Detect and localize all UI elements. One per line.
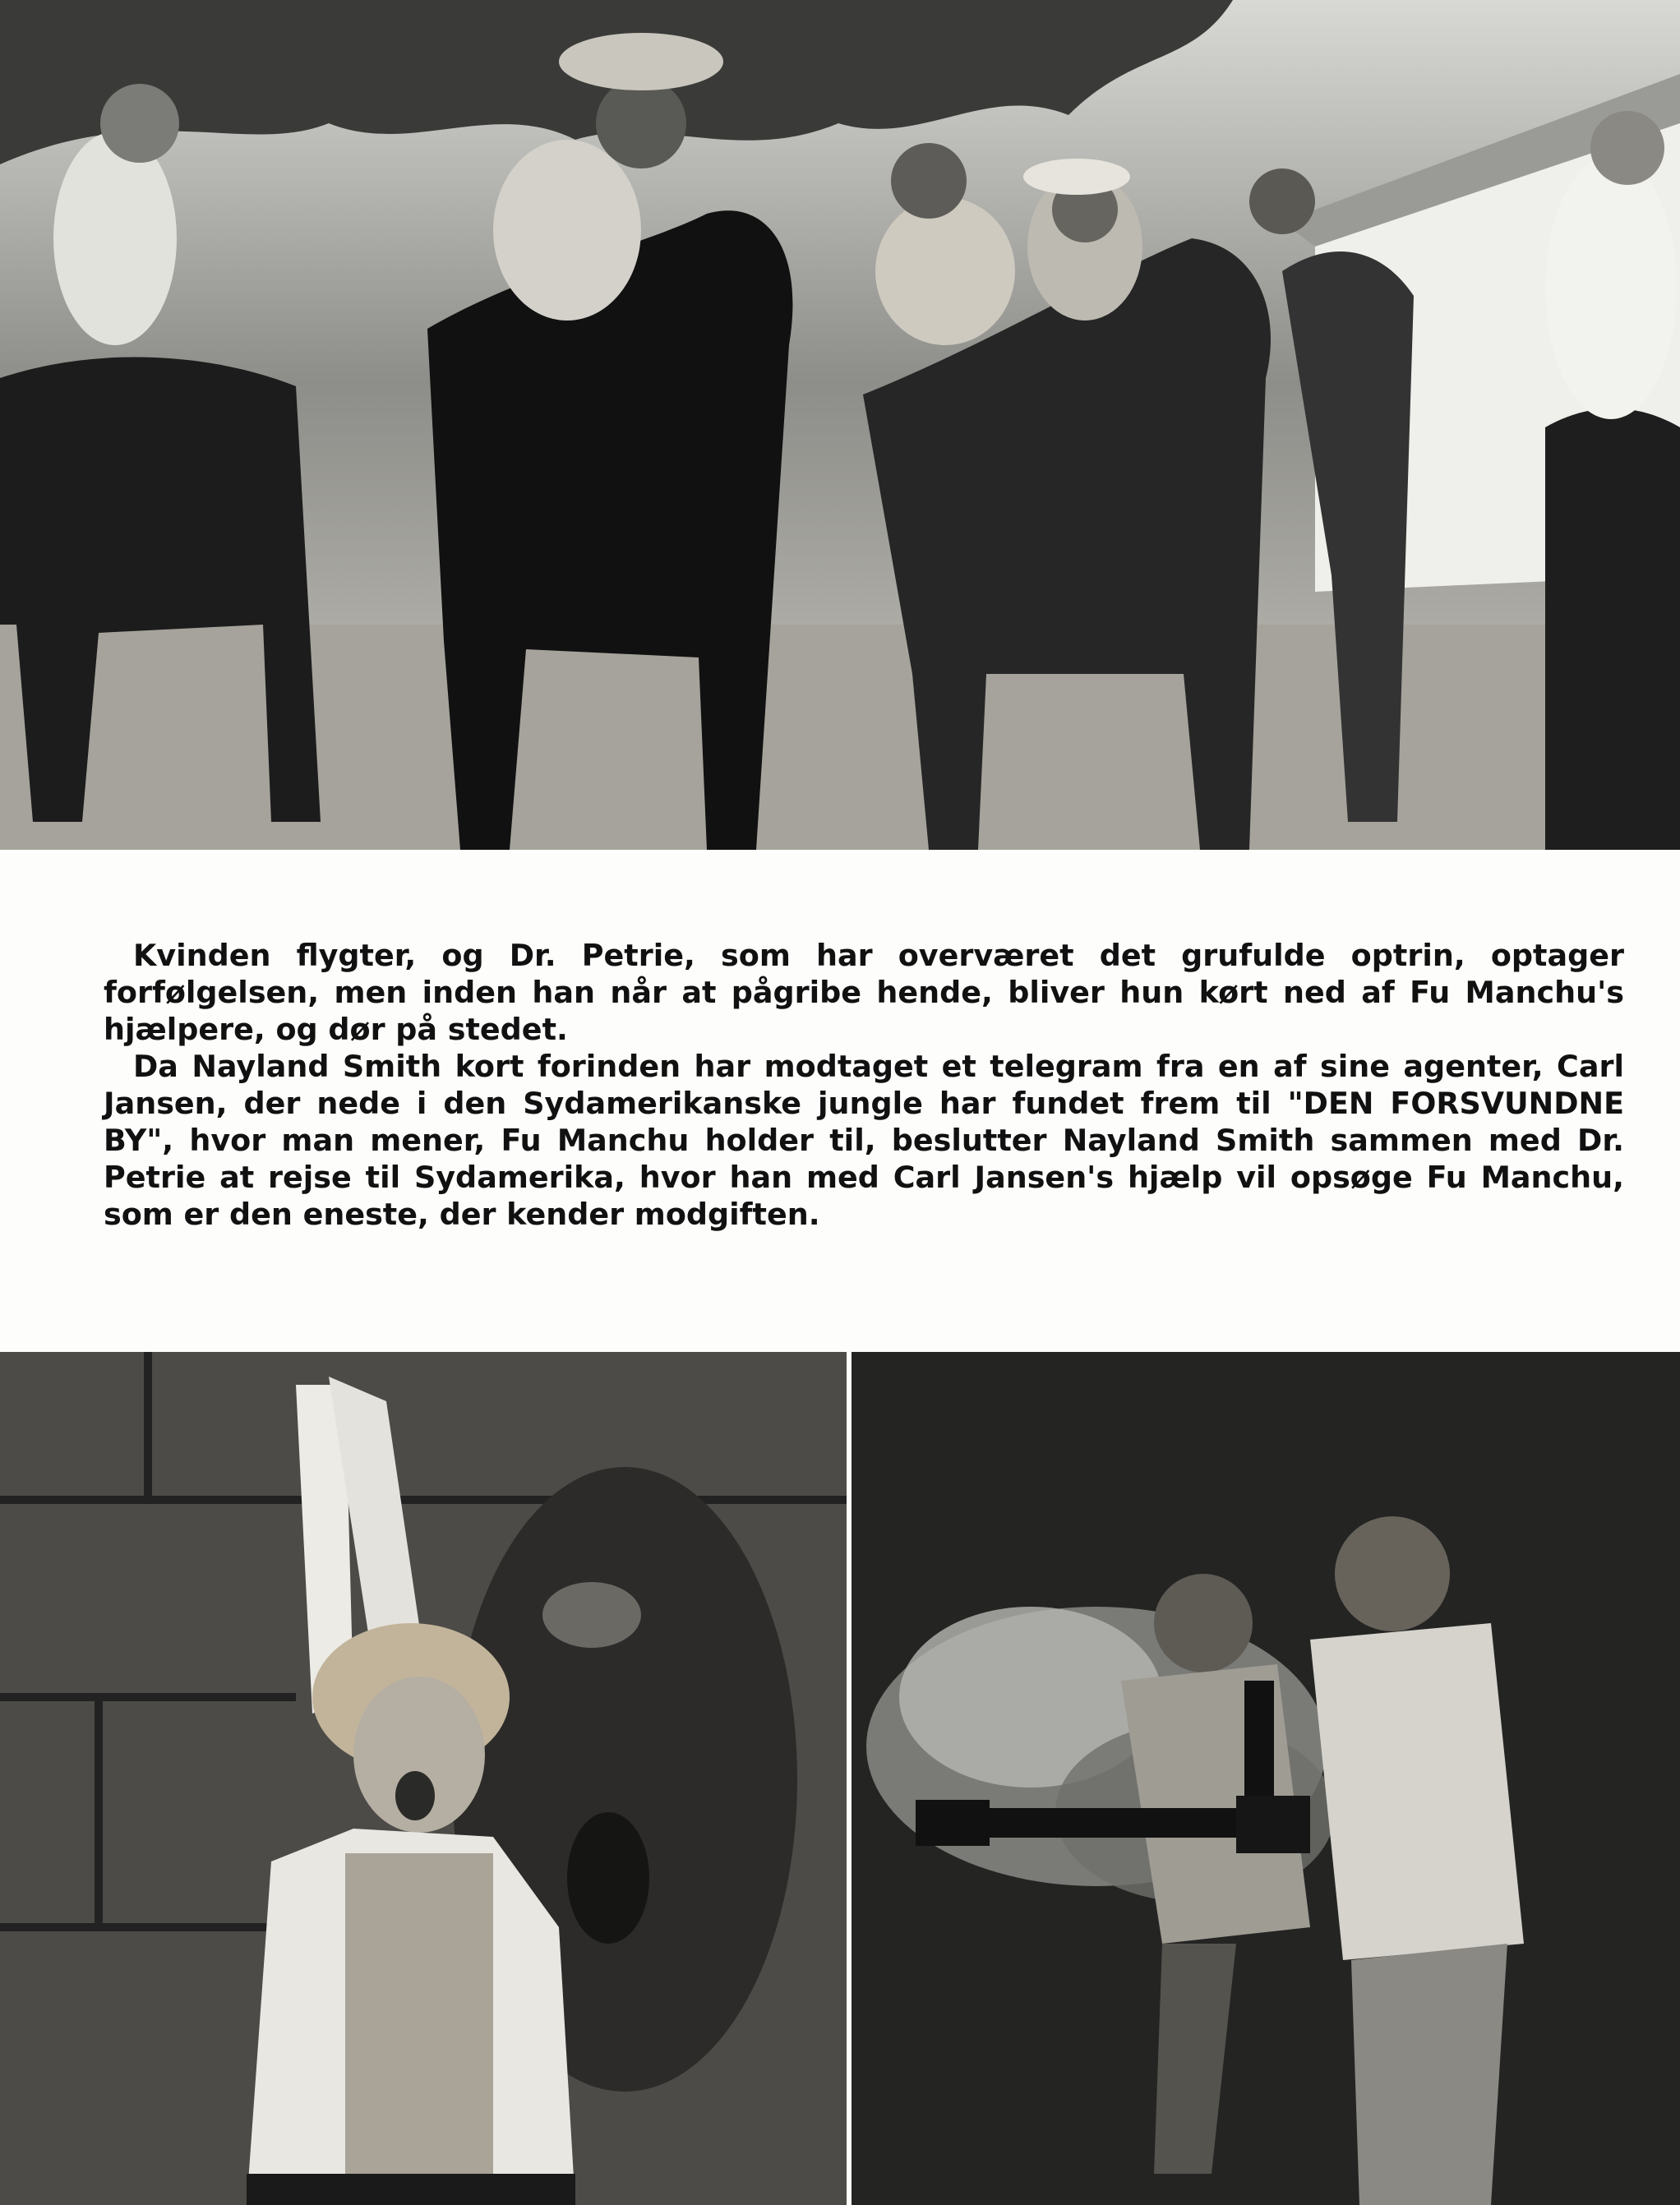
gunfire-action-photo <box>850 1352 1680 2205</box>
photo-gutter <box>847 1352 852 2205</box>
article-text <box>104 937 1624 1233</box>
captive-woman-photo <box>0 1352 850 2205</box>
horseback-riders-photo <box>0 0 1680 850</box>
article-paragraph: Da Nayland Smith kort forinden har modtaget et telegram fra en af sine agenter, Carl Jansen, der nede i den Sydamerikanske jungle har fundet frem til "DEN FORSVUNDNE BY", hvor man mener, Fu Manchu holder til, beslutter Nayland Smith sammen med Dr. Petrie at rejse til Sydamerika, hvor han med Carl Jansen's hjælp vil opsøge Fu Manchu, som er den eneste, der kender modgiften. <box>104 1049 1624 1232</box>
article-paragraph: Kvinden flygter, og Dr. Petrie, som har overværet det grufulde optrin, optager forfølgelsen, men inden han når at pågribe hende, bliver hun kørt ned af Fu Manchu's hjælpere, og dør på stedet. <box>104 938 1624 1047</box>
